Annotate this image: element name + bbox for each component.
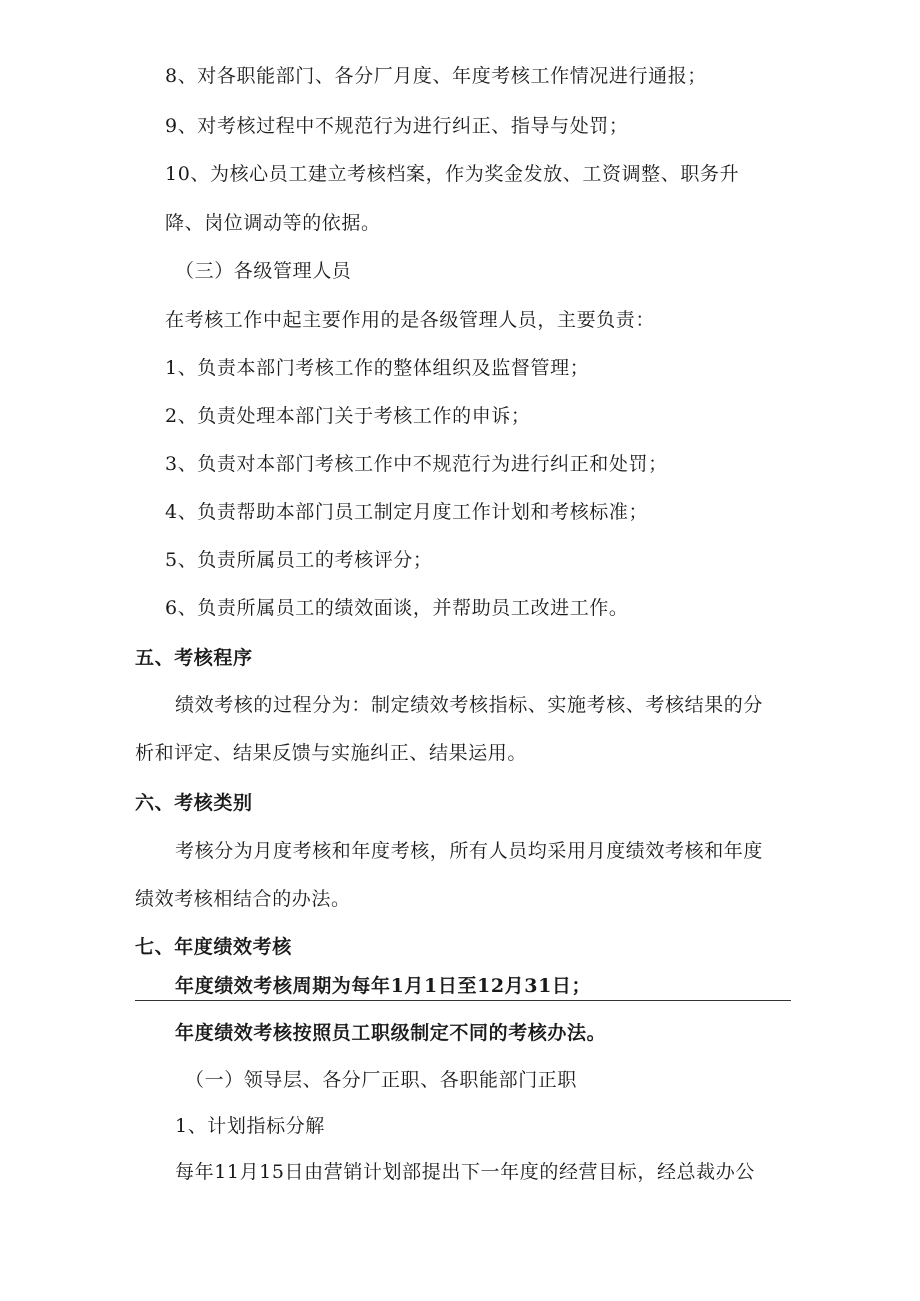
list-item-10-continued: 降、岗位调动等的依据。 xyxy=(165,212,381,234)
list-item-5: 5、负责所属员工的考核评分； xyxy=(165,549,433,571)
section-heading-7: 七、年度绩效考核 xyxy=(135,936,292,958)
paragraph-annual-targets: 每年11月15日由营销计划部提出下一年度的经营目标，经总裁办公 xyxy=(175,1161,755,1183)
paragraph-annual-cycle: 年度绩效考核周期为每年1月1日至12月31日； xyxy=(175,975,592,997)
paragraph-managers-intro: 在考核工作中起主要作用的是各级管理人员，主要负责： xyxy=(165,309,656,331)
list-item-2: 2、负责处理本部门关于考核工作的申诉； xyxy=(165,405,531,427)
subsection-heading-leadership: （一）领导层、各分厂正职、各职能部门正职 xyxy=(185,1069,578,1091)
paragraph-procedure-line-2: 析和评定、结果反馈与实施纠正、结果运用。 xyxy=(135,742,528,764)
list-item-4: 4、负责帮助本部门员工制定月度工作计划和考核标准； xyxy=(165,501,649,523)
subsection-heading-managers: （三）各级管理人员 xyxy=(175,260,352,282)
list-item-6: 6、负责所属员工的绩效面谈，并帮助员工改进工作。 xyxy=(165,597,629,619)
paragraph-category-line-1: 考核分为月度考核和年度考核，所有人员均采用月度绩效考核和年度 xyxy=(175,840,764,862)
list-item-1: 1、负责本部门考核工作的整体组织及监督管理； xyxy=(165,357,590,379)
paragraph-category-line-2: 绩效考核相结合的办法。 xyxy=(135,888,351,910)
section-heading-5: 五、考核程序 xyxy=(135,647,253,669)
paragraph-procedure-line-1: 绩效考核的过程分为：制定绩效考核指标、实施考核、考核结果的分 xyxy=(175,694,764,716)
list-item-plan-decomposition: 1、计划指标分解 xyxy=(175,1115,325,1137)
list-item-10: 10、为核心员工建立考核档案，作为奖金发放、工资调整、职务升 xyxy=(165,163,740,185)
paragraph-annual-method: 年度绩效考核按照员工职级制定不同的考核办法。 xyxy=(175,1022,607,1044)
list-item-3: 3、负责对本部门考核工作中不规范行为进行纠正和处罚； xyxy=(165,453,668,475)
list-item-9: 9、对考核过程中不规范行为进行纠正、指导与处罚； xyxy=(165,115,629,137)
horizontal-rule xyxy=(135,1000,791,1001)
list-item-8: 8、对各职能部门、各分厂月度、年度考核工作情况进行通报； xyxy=(165,65,707,87)
section-heading-6: 六、考核类别 xyxy=(135,792,253,814)
